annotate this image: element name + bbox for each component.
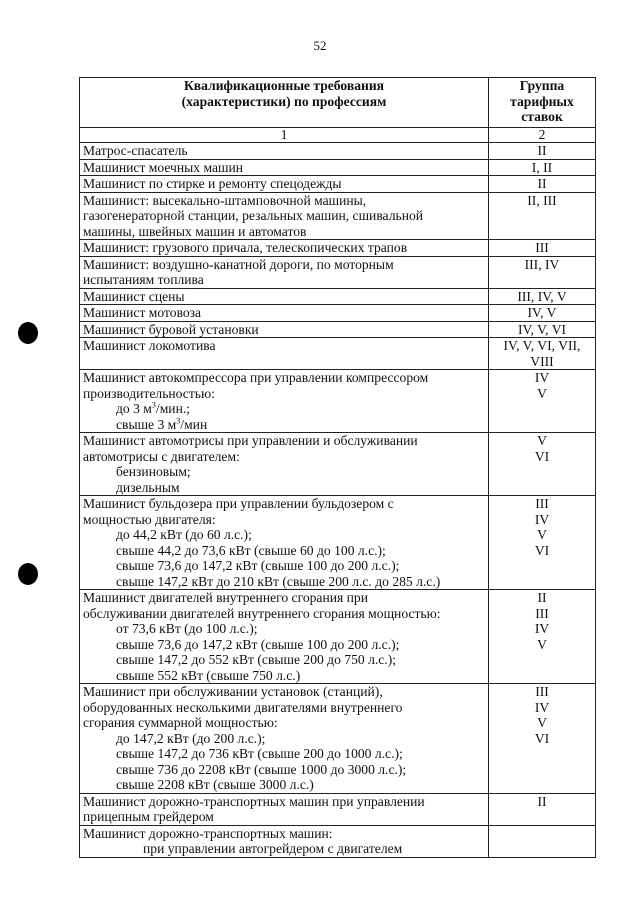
text-line: Машинист: воздушно-канатной дороги, по моторным <box>83 256 394 272</box>
table-row <box>80 288 596 305</box>
table-row <box>80 240 596 257</box>
text-line: Машинист дорожно-транспортных машин: <box>83 825 333 841</box>
profession-cell: Машинист по стирке и ремонту спецодежды <box>80 176 489 193</box>
table-row <box>80 176 596 193</box>
group-cell: II <box>489 143 596 160</box>
text-line: V <box>537 715 547 730</box>
superscript: 3 <box>151 400 156 410</box>
header-requirements <box>80 78 489 128</box>
text-line: III <box>535 684 549 699</box>
table-row <box>80 370 596 433</box>
superscript: 3 <box>176 415 181 425</box>
text-line: V <box>537 527 547 542</box>
table-row <box>80 793 596 825</box>
text-line: Машинист автокомпрессора при управлении компрессором <box>83 370 429 385</box>
sub-line: дизельным <box>116 479 180 495</box>
text-line: IV <box>534 621 550 636</box>
group-cell: III <box>489 240 596 257</box>
table-row <box>80 338 596 370</box>
sub-line: при управлении автогрейдером с двигателем <box>143 841 403 856</box>
group-cell <box>489 496 596 590</box>
column-number-2: 2 <box>489 128 596 143</box>
sub-line: свыше 552 кВт (свыше 750 л.с.) <box>116 667 301 683</box>
sub-line: до 44,2 кВт (до 60 л.с.); <box>116 527 252 542</box>
sub-line: от 73,6 кВт (до 100 л.с.); <box>116 621 258 636</box>
profession-cell: Машинист: грузового причала, телескопических трапов <box>80 240 489 257</box>
profession-cell <box>80 496 489 590</box>
profession-cell <box>80 825 489 857</box>
table-row <box>80 433 596 496</box>
text-line: Машинист при обслуживании установок (станций), <box>83 684 383 699</box>
text-line: испытаниям топлива <box>83 272 204 287</box>
sub-line <box>83 401 485 417</box>
sub-line: свыше 147,2 до 736 кВт (свыше 200 до 1000 л.с.); <box>116 746 403 761</box>
qualification-table <box>79 77 596 858</box>
table-row <box>80 496 596 590</box>
sub-line: до 147,2 кВт (до 200 л.с.); <box>116 730 266 746</box>
column-number-1: 1 <box>80 128 489 143</box>
sub-line: свыше 44,2 до 73,6 кВт (свыше 60 до 100 л.с.); <box>116 542 386 558</box>
text-line: VIII <box>530 353 554 369</box>
profession-cell: Машинист локомотива <box>80 338 489 370</box>
header-tariff-group <box>489 78 596 128</box>
profession-cell: Машинист мотовоза <box>80 305 489 322</box>
text-line: V <box>537 385 547 401</box>
column-number-row <box>80 128 596 143</box>
group-cell: II, III <box>489 192 596 240</box>
text-line: VI <box>534 542 550 558</box>
sub-line: свыше 147,2 кВт до 210 кВт (свыше 200 л.с. до 285 л.с.) <box>116 573 441 589</box>
sub-line <box>83 417 485 433</box>
page-number: 52 <box>313 38 327 53</box>
sub-line: свыше 736 до 2208 кВт (свыше 1000 до 3000 л.с.); <box>116 761 407 777</box>
sub-text: свыше 3 м <box>116 416 177 432</box>
profession-cell <box>80 590 489 684</box>
sub-line: свыше 73,6 до 147,2 кВт (свыше 100 до 200 л.с.); <box>116 558 400 573</box>
profession-cell: Машинист буровой установки <box>80 321 489 338</box>
profession-cell: Машинист сцены <box>80 288 489 305</box>
text-line: IV <box>534 370 550 385</box>
sub-line: бензиновым; <box>116 464 191 479</box>
sub-text: /мин <box>180 416 208 432</box>
group-cell: II <box>489 793 596 825</box>
group-cell <box>489 684 596 794</box>
text-line: VI <box>534 730 550 746</box>
profession-cell <box>80 370 489 433</box>
group-cell <box>489 590 596 684</box>
text-line: машины, швейных машин и автоматов <box>83 223 307 239</box>
table-row <box>80 192 596 240</box>
group-cell: IV, V, VI <box>489 321 596 338</box>
table-row <box>80 684 596 794</box>
text-line: производительностью: <box>83 385 215 401</box>
text-line: V <box>537 636 547 652</box>
punch-hole <box>18 563 38 585</box>
profession-cell <box>80 684 489 794</box>
profession-cell <box>80 433 489 496</box>
text-line: VI <box>534 448 550 464</box>
header-requirements-line: Квалификационные требования <box>183 78 385 93</box>
table-row <box>80 305 596 322</box>
text-line: IV <box>534 699 550 715</box>
sub-line: свыше 147,2 до 552 кВт (свыше 200 до 750 л.с.); <box>116 652 396 667</box>
profession-cell <box>80 192 489 240</box>
text-line: III <box>535 496 549 511</box>
text-line: обслуживании двигателей внутреннего сгорания мощностью: <box>83 605 441 621</box>
text-line: IV, V, VI, VII, <box>503 338 581 353</box>
sub-text: /мин.; <box>155 401 191 416</box>
text-line: Машинист: высекально-штамповочной машины, <box>83 192 367 208</box>
text-line: IV <box>534 511 550 527</box>
punch-hole <box>18 322 38 344</box>
profession-cell: Матрос-спасатель <box>80 143 489 160</box>
text-line: Машинист бульдозера при управлении бульдозером с <box>83 496 394 511</box>
group-cell <box>489 338 596 370</box>
text-line: Машинист дорожно-транспортных машин при управлении <box>83 793 425 809</box>
group-cell: III, IV <box>489 256 596 288</box>
group-cell: III, IV, V <box>489 288 596 305</box>
sub-text: до 3 м <box>116 401 152 416</box>
profession-cell: Машинист моечных машин <box>80 159 489 176</box>
text-line: прицепным грейдером <box>83 809 214 824</box>
group-cell: IV, V <box>489 305 596 322</box>
text-line: Машинист двигателей внутреннего сгорания при <box>83 590 369 605</box>
table-header-row <box>80 78 596 128</box>
group-cell: I, II <box>489 159 596 176</box>
table-row <box>80 825 596 857</box>
table-row <box>80 256 596 288</box>
sub-line: свыше 73,6 до 147,2 кВт (свыше 100 до 200 л.с.); <box>116 636 400 652</box>
text-line: сгорания суммарной мощностью: <box>83 715 278 730</box>
text-line: газогенераторной станции, резальных машин, сшивальной <box>83 208 424 223</box>
text-line: автомотрисы с двигателем: <box>83 448 240 464</box>
group-cell <box>489 433 596 496</box>
table-row <box>80 159 596 176</box>
header-tariff-line: Группа <box>519 78 565 93</box>
group-cell <box>489 370 596 433</box>
text-line: Машинист автомотрисы при управлении и обслуживании <box>83 433 418 448</box>
header-tariff-line: тарифных <box>510 93 574 109</box>
text-line: оборудованных несколькими двигателями внутреннего <box>83 699 403 715</box>
table-row <box>80 143 596 160</box>
text-line: III <box>535 605 549 621</box>
text-line: мощностью двигателя: <box>83 511 216 527</box>
table-row <box>80 321 596 338</box>
table-row <box>80 590 596 684</box>
sub-line: свыше 2208 кВт (свыше 3000 л.с.) <box>116 777 314 792</box>
group-cell <box>489 825 596 857</box>
text-line: II <box>537 590 547 605</box>
header-tariff-line: ставок <box>521 109 563 124</box>
group-cell: II <box>489 176 596 193</box>
text-line: V <box>537 433 547 448</box>
profession-cell <box>80 793 489 825</box>
header-requirements-line: (характеристики) по профессиям <box>181 93 387 109</box>
profession-cell <box>80 256 489 288</box>
